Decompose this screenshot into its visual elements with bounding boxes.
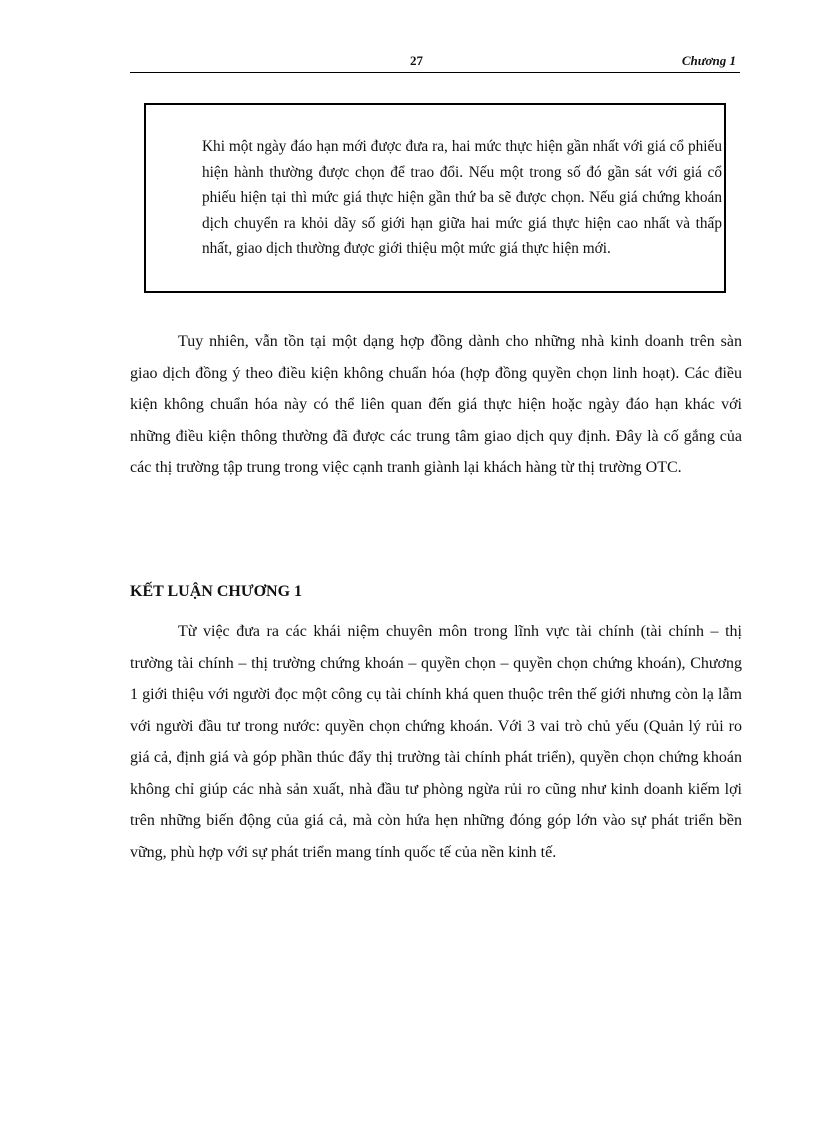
body-paragraph-2: Từ việc đưa ra các khái niệm chuyên môn trong lĩnh vực tài chính (tài chính – thị trường tài chính – thị trường chứng khoán – quyền chọn – quyền chọn chứng khoán), Chương 1 giới thiệu với người đọc một công cụ tài chính khá quen thuộc trên thế giới nhưng còn lạ lẫm với người đầu tư trong nước: quyền chọn chứng khoán. Với 3 vai trò chủ yếu (Quản lý rủi ro giá cả, định giá và góp phần thúc đẩy thị trường tài chính phát triển), quyền chọn chứng khoán không chỉ giúp các nhà sản xuất, nhà đầu tư phòng ngừa rủi ro cũng như kinh doanh kiếm lợi trên những biến động của giá cả, mà còn hứa hẹn những đóng góp lớn vào sự phát triển bền vững, phù hợp với sự phát triển mang tính quốc tế của nền kinh tế.	[130, 623, 742, 861]
page-header	[130, 53, 740, 73]
body-paragraph-1: Tuy nhiên, vẫn tồn tại một dạng hợp đồng dành cho những nhà kinh doanh trên sàn giao dịch đồng ý theo điều kiện không chuẩn hóa (hợp đồng quyền chọn linh hoạt). Các điều kiện không chuẩn hóa này có thể liên quan đến giá thực hiện hoặc ngày đáo hạn khác với những điều kiện thông thường đã được các trung tâm giao dịch quy định. Đây là cố gắng của các thị trường tập trung trong việc cạnh tranh giành lại khách hàng từ thị trường OTC.	[130, 333, 742, 476]
note-box-text: Khi một ngày đáo hạn mới được đưa ra, hai mức thực hiện gần nhất với giá cổ phiếu hiện hành thường được chọn để trao đổi. Nếu một trong số đó gần sát với giá cổ phiếu hiện tại thì mức giá thực hiện gần thứ ba sẽ được chọn. Nếu giá chứng khoán dịch chuyển ra khỏi dãy số giới hạn giữa hai mức giá thực hiện cao nhất và thấp nhất, giao dịch thường được giới thiệu một mức giá thực hiện mới.	[202, 138, 722, 257]
page-number: 27	[410, 53, 423, 68]
header-divider	[130, 72, 740, 73]
note-box	[144, 103, 726, 293]
section-heading: KẾT LUẬN CHƯƠNG 1	[130, 583, 303, 600]
chapter-label: Chương 1	[681, 53, 736, 68]
